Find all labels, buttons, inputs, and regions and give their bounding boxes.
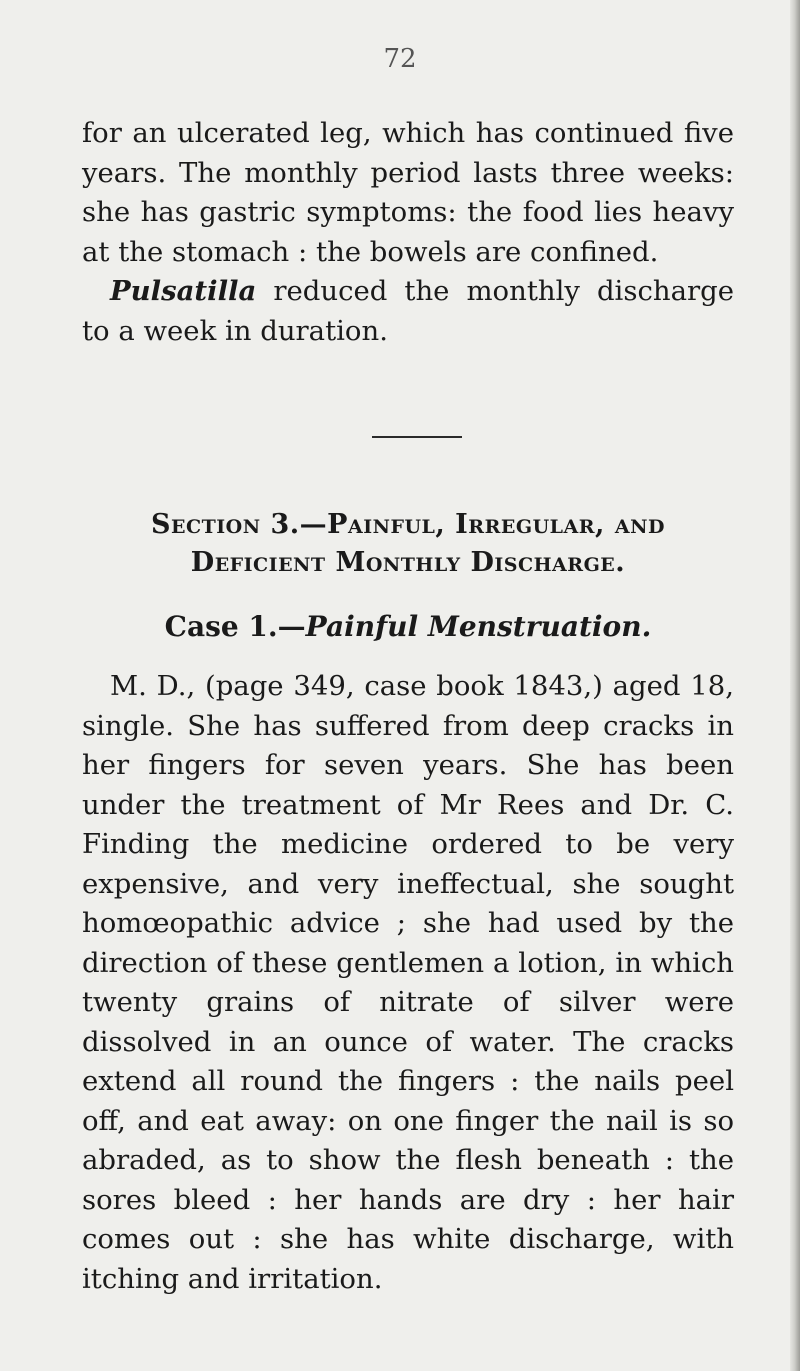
paragraph-continuation: for an ulcerated leg, which has continued five years. The monthly period lasts three weeks: she has gastric symptoms: the food lies heavy at the stomach : the bowels are confined. (82, 117, 734, 268)
case-heading-prefix: Case 1.— (164, 610, 306, 643)
paragraph-case-description: M. D., (page 349, case book 1843,) aged 18, single. She has suffered from deep cracks in her fingers for seven years. She has been under the treatment of Mr Rees and Dr. C. Finding the medicine ordered to be very expensive, and very ineffectual, she sought homœopathic advice ; she had used by the direction of these gentlemen a lotion, in which twenty grains of nitrate of silver were dissolved in an ounce of water. The cracks extend all round the fingers : the nails peel off, and eat away: on one finger the nail is so abraded, as to show the flesh beneath : the sores bleed : her hands are dry : her hair comes out : she has white discharge, with itching and irritation. (82, 670, 734, 1295)
paragraph-pulsatilla (82, 272, 734, 351)
remedy-name: Pulsatilla (110, 275, 257, 307)
case-heading-title: Painful Menstruation. (305, 610, 652, 643)
page-number: 72 (383, 44, 417, 74)
paragraph-pulsatilla-text: reduced the monthly discharge to a week in duration. (82, 275, 734, 347)
page-edge-shadow (790, 0, 800, 1371)
case-heading (82, 608, 734, 646)
section-heading: Section 3.—Painful, Irregular, and Deficient Monthly Discharge. (151, 509, 665, 578)
section-divider (372, 436, 462, 438)
